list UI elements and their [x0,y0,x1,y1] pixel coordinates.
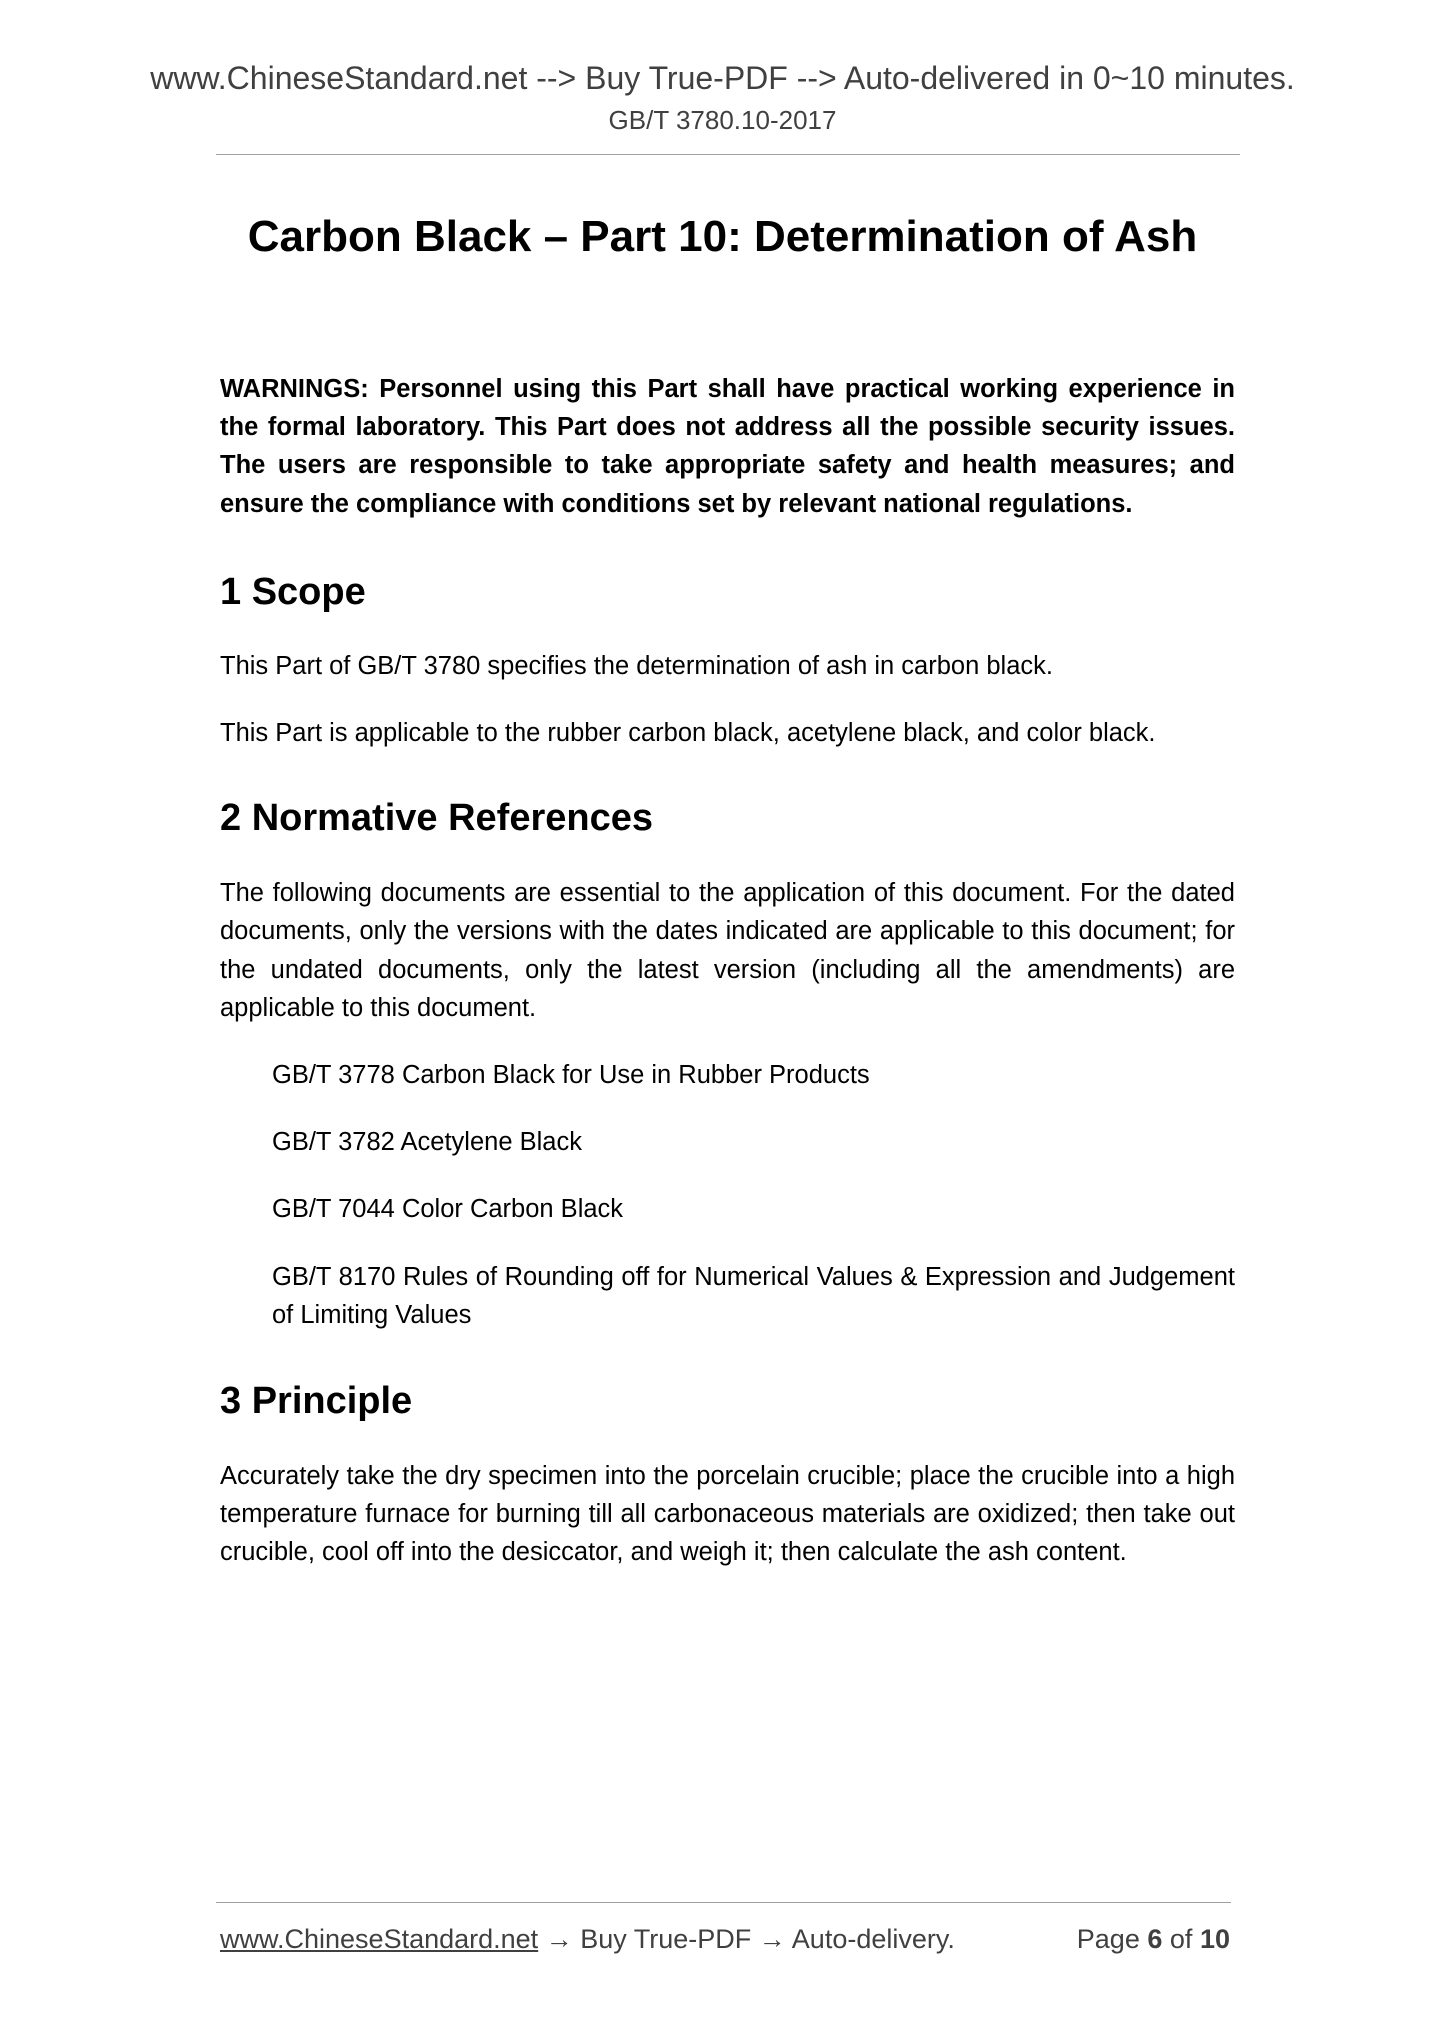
header-divider [216,154,1240,155]
document-title: Carbon Black – Part 10: Determination of Ash [247,212,1198,261]
reference-item-3: GB/T 7044 Color Carbon Black [272,1195,624,1224]
warning-paragraph: WARNINGS: Personnel using this Part shall have practical working experience in the formal laboratory. This Part does not address all the possible security issues. The users are responsible to take appropriate safety and health measures; and ensure the compliance with conditions set by relevant national regulations. [220,375,1235,518]
footer-divider [216,1902,1231,1903]
reference-item-2: GB/T 3782 Acetylene Black [272,1128,582,1157]
of-word: of [1169,1924,1193,1954]
page-indicator [1077,1922,1230,1956]
section-heading-principle: 3 Principle [220,1380,413,1423]
scope-paragraph-2: This Part is applicable to the rubber carbon black, acetylene black, and color black. [220,719,1156,748]
principle-paragraph: Accurately take the dry specimen into the porcelain crucible; place the crucible into a high temperature furnace for burning till all carbonaceous materials are oxidized; then take out crucible, cool off into the desiccator, and weigh it; then calculate the ash content. [220,1462,1235,1567]
footer-site-link[interactable]: www.ChineseStandard.net [220,1924,539,1954]
arrow-icon: → [758,1924,786,1954]
scope-paragraph-1: This Part of GB/T 3780 specifies the determination of ash in carbon black. [220,651,1053,680]
page-current: 6 [1147,1924,1163,1954]
footer-delivery-text: Auto-delivery. [791,1924,955,1954]
document-body [220,370,1235,1572]
page-footer [220,1922,1230,1956]
page-word: Page [1076,1924,1140,1954]
arrow-icon: → [545,1924,573,1954]
header-banner: www.ChineseStandard.net --> Buy True-PDF --> Auto-delivered in 0~10 minutes. [150,60,1295,96]
section-heading-references: 2 Normative References [220,797,653,840]
page-total: 10 [1199,1924,1230,1954]
standard-code: GB/T 3780.10-2017 [608,105,837,135]
references-intro: The following documents are essential to the application of this document. For the dated documents, only the versions with the dates indicated are applicable to this document; for the undated documents, only the latest version (including all the amendments) are applicable to this document. [220,879,1235,1022]
reference-item-1: GB/T 3778 Carbon Black for Use in Rubber Products [272,1061,870,1090]
reference-item-4: GB/T 8170 Rules of Rounding off for Numerical Values & Expression and Judgement of Limiting Values [272,1262,1235,1329]
footer-buy-text: Buy True-PDF [580,1924,752,1954]
section-heading-scope: 1 Scope [220,570,366,613]
